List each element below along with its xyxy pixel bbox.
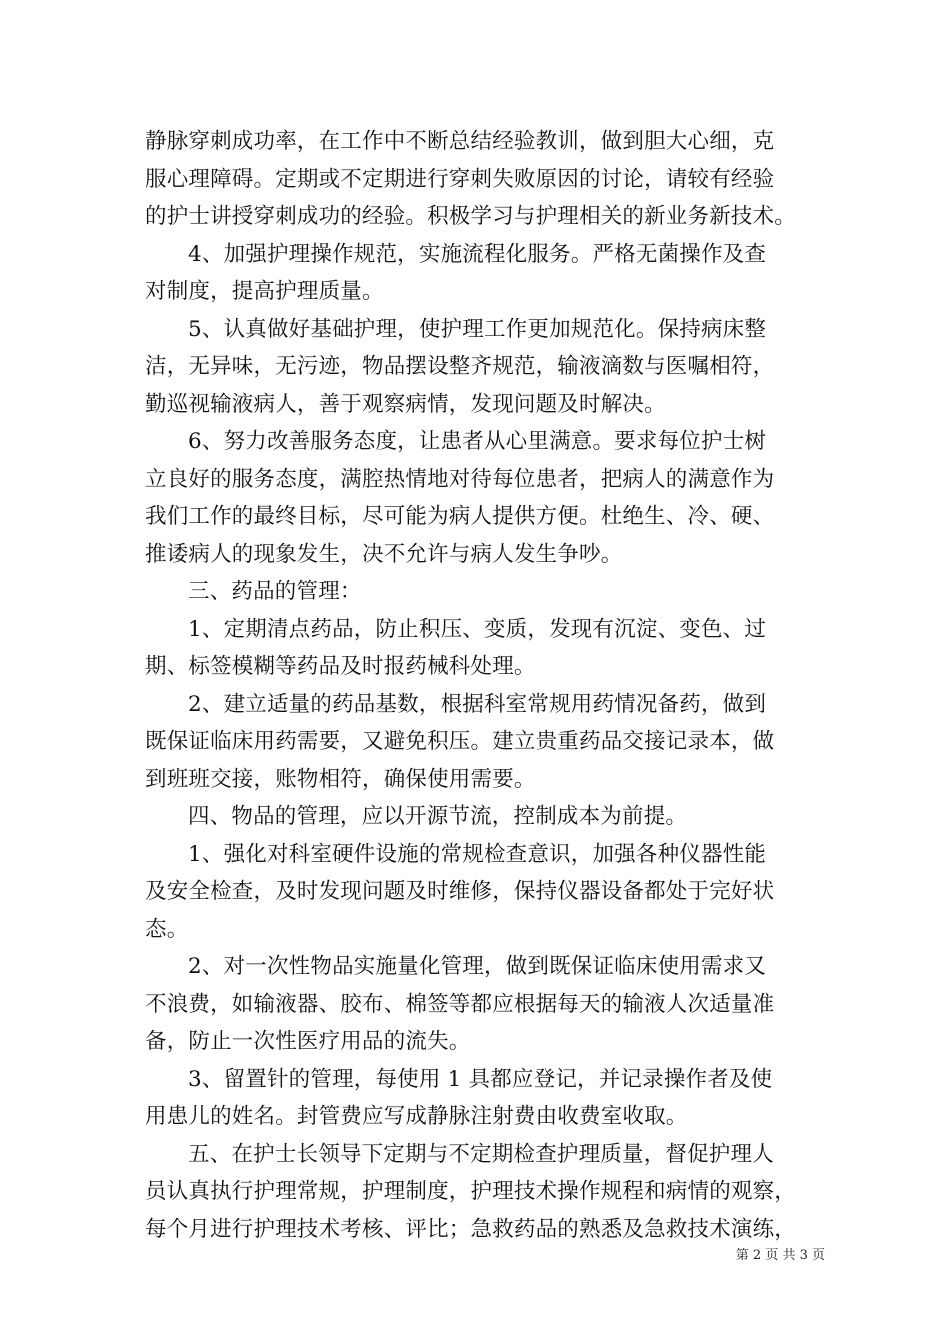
text-line: 五、在护士长领导下定期与不定期检查护理质量，督促护理人 [188, 1141, 774, 1167]
text-line: 勤巡视输液病人，善于观察病情，发现问题及时解决。 [145, 391, 666, 417]
text-line: 既保证临床用药需要，又避免积压。建立贵重药品交接记录本，做 [145, 729, 775, 754]
text-line: 1、强化对科室硬件设施的常规检查意识，加强各种仪器性能 [188, 841, 767, 867]
text-line: 用患儿的姓名。封管费应写成静脉注射费由收费室收取。 [145, 1104, 688, 1129]
text-line: 每个月进行护理技术考核、评比；急救药品的熟悉及急救技术演练， [145, 1216, 797, 1242]
text-line: 洁，无异味，无污迹，物品摆设整齐规范，输液滴数与医嘱相符， [145, 354, 775, 379]
text-line: 6、努力改善服务态度，让患者从心里满意。要求每位护士树 [188, 429, 767, 454]
section-heading: 三、药品的管理： [188, 579, 362, 604]
text-line: 2、建立适量的药品基数，根据科室常规用药情况备药，做到 [188, 691, 767, 717]
text-line: 静脉穿刺成功率，在工作中不断总结经验教训，做到胆大心细，克 [145, 129, 775, 154]
text-line: 到班班交接，账物相符，确保使用需要。 [145, 766, 536, 792]
text-line: 的护士讲授穿刺成功的经验。积极学习与护理相关的新业务新技术。 [145, 204, 797, 229]
text-line: 2、对一次性物品实施量化管理，做到既保证临床使用需求又 [188, 954, 767, 979]
text-line: 对制度，提高护理质量。 [145, 279, 384, 304]
text-line: 4、加强护理操作规范，实施流程化服务。严格无菌操作及查 [188, 241, 767, 267]
text-line: 不浪费，如输液器、胶布、棉签等都应根据每天的输液人次适量准 [145, 991, 775, 1017]
text-line: 备，防止一次性医疗用品的流失。 [145, 1029, 471, 1054]
text-line: 3、留置针的管理，每使用 1 具都应登记，并记录操作者及使 [188, 1066, 773, 1092]
text-line: 5、认真做好基础护理，使护理工作更加规范化。保持病床整 [188, 316, 767, 342]
text-line: 期、标签模糊等药品及时报药械科处理。 [145, 654, 536, 679]
text-line: 立良好的服务态度，满腔热情地对待每位患者，把病人的满意作为 [145, 466, 775, 492]
text-line: 态。 [145, 916, 189, 942]
text-line: 服心理障碍。定期或不定期进行穿刺失败原因的讨论，请较有经验 [145, 166, 775, 192]
text-line: 1、定期清点药品，防止积压、变质，发现有沉淀、变色、过 [188, 616, 767, 642]
text-line: 推诿病人的现象发生，决不允许与病人发生争吵。 [145, 541, 623, 567]
page-number: 第 2 页 共 3 页 [735, 1248, 825, 1263]
section-heading: 四、物品的管理，应以开源节流，控制成本为前提。 [188, 804, 688, 829]
document-body [145, 123, 825, 1248]
text-line: 我们工作的最终目标，尽可能为病人提供方便。杜绝生、冷、硬、 [145, 504, 775, 529]
text-line: 及安全检查，及时发现问题及时维修，保持仪器设备都处于完好状 [145, 879, 775, 904]
text-line: 员认真执行护理常规，护理制度，护理技术操作规程和病情的观察， [145, 1179, 797, 1204]
